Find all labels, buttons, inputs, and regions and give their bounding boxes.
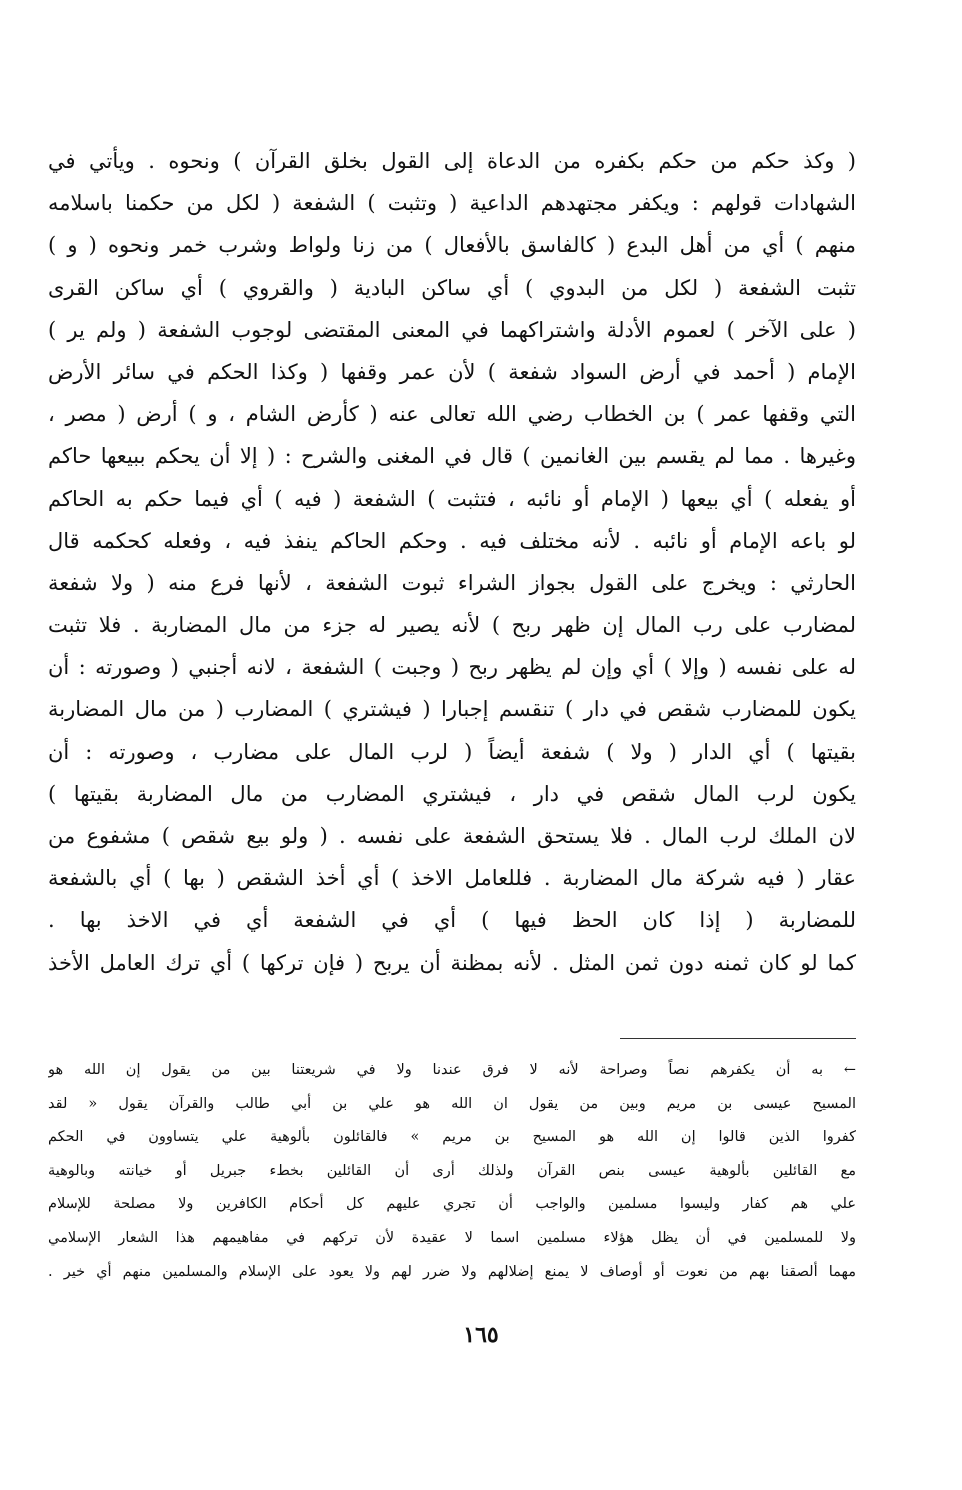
text-line: لان الملك لرب المال . فلا يستحق الشفعة على نفسه . ( ولو بيع شقص ) مشفوع من [48,824,856,848]
text-line: الشهادات قولهم : ويكفر مجتهدهم الداعية ( وتثبت ) الشفعة ( لكل من حكمنا باسلامه [48,191,856,216]
text-line: لو باعه الإمام أو نائبه . لأنه مختلف فيه . وحكم الحاكم ينفذ فيه ، وفعله كحكمه قال [48,528,856,553]
footnote-line: كفروا الذين قالوا إن الله هو المسيح بن مريم » فالقائلون بألوهية علي يتساوون في الحكم [48,1129,856,1146]
text-line: للمضاربة ( إذا كان الحظ فيها ) أي في الشفعة أي في الاخذ بها . [48,908,856,933]
text-line: أو يفعله ) أي بيعها ( الإمام أو نائبه ، فتثبت ) الشفعة ( فيه ) أي فيما حكم به الحاكم [48,486,856,511]
text-line: ( على الآخر ) لعموم الأدلة واشتراكهما في المعنى المقتضى لوجوب الشفعة ( ولم ير ) [48,317,856,342]
text-line: له على نفسه ( وإلا ) أي وإن لم يظهر ربح ( وجبت ) الشفعة ، لانه أجنبي ( وصورته : أن [48,655,856,680]
footnote-line: ← به أن يكفرهم نصاً وصراحة لأنه لا فرق عندنا ولا في شريعتنا بين من يقول إن الله هو [48,1062,856,1078]
text-line: يكون للمضارب شقص في دار ) تنقسم إجبارا ( فيشتري ) المضارب ( من مال المضاربة [48,697,856,722]
footnote-line: المسيح عيسى بن مريم وبين من يقول ان الله هو علي بن أبي طالب والقرآن يقول « لقد [48,1095,856,1112]
footnote-line: مهما ألصقنا بهم من نعوت أو أوصاف لا يمنع إضلالهم ولا ضرر لهم ولا يعود على الإسلام والمسلمين منهم أي خير . [48,1263,856,1280]
footnote-line: ولا للمسلمين في أن يظل هؤلاء مسلمين اسما لا عقيدة لأن تركهم في مفاهيمهم هذا الشعار الإسلامي [48,1229,856,1246]
page-number: ١٦٥ [463,1322,499,1348]
main-text-body [48,140,856,984]
text-line: الحارثي : ويخرج على القول بجواز الشراء ثبوت الشفعة ، لأنها فرع منه ( ولا شفعة [48,570,856,595]
text-line: التي وقفها عمر ) بن الخطاب رضي الله تعالى عنه ( كأرض الشام ، و ) أرض ( مصر ، [48,402,856,427]
footnote-line: علي هم كفار وليسوا مسلمين والواجب أن تجري عليهم كل أحكام الكافرين ولا مصلحة للإسلام [48,1196,856,1213]
text-line: بقيتها ) أي الدار ( ولا ) شفعة أيضاً ( لرب المال على مضارب ، وصورته : أن [48,739,856,764]
text-line: يكون لرب المال شقص في دار ، فيشتري المضارب من مال المضاربة بقيتها ) [48,781,856,806]
text-line: عقار ( فيه شركة مال المضاربة . فللعامل الاخذ ) أي أخذ الشقص ( بها ) أي بالشفعة [48,866,856,891]
text-line: منهم ) أي من أهل البدع ( كالفاسق بالأفعال ) من زنا ولواط وشرب خمر ونحوه ( و ) [48,233,856,258]
text-line: الإمام ( أحمد في أرض السواد شفعة ) لأن عمر وقفها ( وكذا الحكم في سائر الأرض [48,359,856,384]
text-line: لمضارب على رب المال إن ظهر ربح ) لأنه يصير له جزء من مال المضاربة . فلا تثبت [48,613,856,638]
footnote-line: مع القائلين بألوهية عيسى بنص القرآن ولذلك أرى أن القائلين بخطء جبريل أو خيانته وبالوهية [48,1162,856,1179]
text-line: ( وكذ حكم من حكم بكفره من الدعاة إلى القول بخلق القرآن ) ونحوه . ويأتي في [48,149,856,173]
footnote-divider [620,1038,856,1039]
text-line: وغيرها . مما لم يقسم بين الغانمين ) قال في المغنى والشرح : ( إلا أن يحكم ببيعها حاكم [48,444,856,469]
text-line: كما لو كان ثمنه دون ثمن المثل . لأنه بمظنة أن يربح ( فإن تركها ) أي ترك العامل الأخذ [48,950,856,975]
footnotes [48,1054,856,1289]
text-line: تثبت الشفعة ( لكل من البدوي ) أي ساكن البادية ( والقروي ) أي ساكن القرى [48,275,856,300]
